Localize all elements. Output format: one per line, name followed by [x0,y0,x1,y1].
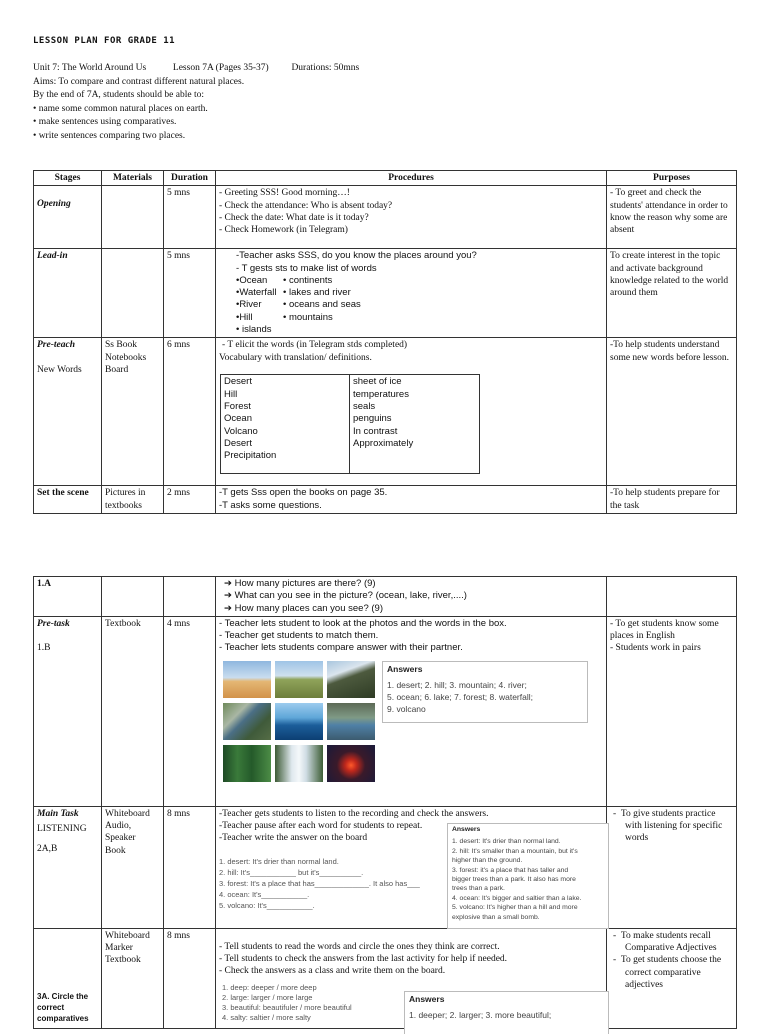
exercise-line: 4. salty: saltier / more salty [222,1012,311,1022]
procedures-cell [216,616,607,806]
purpose-line: - Students work in pairs [610,643,701,654]
procedure-line: - Teacher lets students compare answer with their partner. [219,642,463,654]
duration-cell: 5 mns [164,186,216,249]
by-end-text: By the end of 7A, students should be able to: [33,90,204,100]
procedure-line: - T elicit the words (in Telegram stds completed) [222,340,408,351]
exercise-line: 5. volcano: It's___________. [219,900,315,910]
volcano-image [327,745,375,782]
purpose-cell [607,577,737,617]
bullet-row [236,324,603,336]
procedures-cell [216,577,607,617]
materials-cell: Textbook [102,616,164,806]
vocab-word: seals [353,400,376,412]
bullet-row [236,312,603,324]
answers-title: Answers [387,663,423,674]
answer-line: 9. volcano [387,703,426,714]
vocab-word: penguins [353,413,392,425]
answers-box [382,661,588,723]
material-item: Whiteboard [105,930,150,941]
answer-line: 1. desert; 2. hill; 3. mountain; 4. river; [387,679,527,690]
material-item: Ss Book [105,340,137,351]
table-header-row [34,171,737,186]
objective-item: • write sentences comparing two places. [33,130,186,141]
procedure-line: - Check Homework (in Telegram) [219,225,348,236]
vocab-word: Desert [224,437,252,449]
procedures-cell [216,486,607,514]
stage-label: Main Task [37,808,79,819]
purpose-text: To get students choose the correct comparative adjectives [620,955,722,991]
procedures-cell [216,186,607,249]
desert-image [223,661,271,698]
stage-label: Pre-task [37,618,70,629]
bullet-row [236,299,603,311]
purpose-line: - To get students choose the correct comparative adjectives [613,955,722,991]
duration-text: Durations: 50mns [291,63,360,73]
answer-line: 5. ocean; 6. lake; 7. forest; 8. waterfall; [387,691,533,702]
stage-label: Lead-in [37,251,68,262]
vocab-word: Hill [224,388,238,400]
waterfall-image [275,745,323,782]
procedure-line: -Teacher gets students to listen to the recording and check the answers. [219,808,489,819]
table-row-1a [34,577,737,617]
table-row-preteach [34,338,737,486]
answer-line: bigger trees than a park. It also has more [452,875,576,883]
table-row-setscene [34,486,737,514]
bullet-row [236,275,603,287]
vocab-word: Volcano [224,425,258,437]
materials-cell [102,577,164,617]
exercise-line: 1. deep: deeper / more deep [222,982,317,992]
vocab-word: temperatures [353,388,409,400]
lesson-info [33,62,359,143]
bullet-item: • oceans and seas [283,299,361,311]
material-item: Notebooks [105,352,147,363]
col-header: Materials [102,171,164,186]
page-title: LESSON PLAN FOR GRADE 11 [33,36,176,46]
material-item: Audio, [105,821,132,832]
bullet-item: • mountains [283,311,333,323]
objective-item: • name some common natural places on earth. [33,103,208,114]
materials-cell [102,186,164,249]
table-row-maintask [34,806,737,928]
answer-line: 2. hill: It's smaller than a mountain, but it's [452,847,578,855]
duration-cell: 5 mns [164,249,216,338]
procedure-line: - Check the date: What date is it today? [219,212,369,223]
materials-cell [102,249,164,338]
table-row-opening [34,186,737,249]
bullet-item: • islands [236,324,272,336]
procedure-line: - Greeting SSS! Good morning…! [219,188,350,199]
vocab-column [221,375,350,474]
lesson-table-2 [33,576,737,1029]
purpose-cell [607,806,737,928]
materials-cell [102,928,164,1028]
exercise-line: 3. beautiful: beautifuler / more beautiful [222,1002,352,1012]
lesson-text: Lesson 7A (Pages 35-37) [172,63,269,73]
bullet-item: • lakes and river [283,287,351,299]
answer-line: higher than the ground. [452,857,523,865]
procedure-line: -Teacher write the answer on the board [219,833,368,844]
bullet-item: •Hill [236,311,253,323]
materials-cell [102,338,164,486]
duration-cell [164,577,216,617]
procedure-line: -T asks some questions. [219,499,322,511]
unit-text: Unit 7: The World Around Us [33,63,147,73]
procedures-cell [216,928,607,1028]
stage-label: 1.A [37,579,51,589]
answer-line: 4. ocean: It's bigger and saltier than a lake. [452,894,582,902]
exercise-line: 1. desert: It's drier than normal land. [219,856,339,866]
purpose-text: To make students recall Comparative Adjectives [620,930,717,954]
exercise-line: 2. large: larger / more large [222,992,313,1002]
answers-title: Answers [409,993,445,1004]
procedure-line: -Teacher pause after each word for students to repeat. [219,821,423,832]
stage-text: 3A. Circle the correct comparatives [37,991,89,1023]
stage-sublabel: 1.B [37,643,51,654]
answer-line: 3. forest: it's a place that has taller and [452,866,569,874]
col-header: Stages [34,171,102,186]
procedures-cell [216,338,607,486]
procedures-cell [216,249,607,338]
bullet-item: •River [236,299,262,311]
vocab-word: Ocean [224,413,252,425]
stage-label: Set the scene [37,488,89,499]
vocab-word: Desert [224,376,252,388]
material-item: Whiteboard [105,808,150,819]
col-header: Duration [164,171,216,186]
purpose-cell: -To help students understand some new words before lesson. [607,338,737,486]
procedure-line: -Teacher asks SSS, do you know the places around you? [236,250,477,262]
duration-cell: 6 mns [164,338,216,486]
vocab-table [220,374,480,474]
procedure-line: - T gests sts to make list of words [236,262,377,274]
purpose-cell [607,616,737,806]
stage-cell [34,928,102,1028]
bullet-item: • continents [283,274,333,286]
answers-box [447,823,609,929]
col-header: Procedures [216,171,607,186]
river-image [223,703,271,740]
duration-cell: 8 mns [164,806,216,928]
bullet-item: •Ocean [236,274,268,286]
bullet-row [236,287,603,299]
duration-cell: 8 mns [164,928,216,1028]
vocab-column [350,375,480,474]
stage-sublabel: LISTENING [37,824,87,835]
material-item: Book [105,845,126,856]
exercise-block [222,983,352,1023]
lesson-table-1 [33,170,737,514]
purpose-cell: - To greet and check the students' attendance in order to know the reason why some are absent [607,186,737,249]
duration-cell: 4 mns [164,616,216,806]
answers-box [404,991,609,1034]
table-row-leadin [34,249,737,338]
unit-line [33,62,359,76]
purpose-line: - To give students practice with listening for specific words [613,808,723,844]
procedures-cell [216,806,607,928]
bullet-item: •Waterfall [236,287,277,299]
objective-item: • make sentences using comparatives. [33,117,177,127]
stage-label [37,991,99,1024]
stage-label: Pre-teach [37,340,75,351]
table-row-3a [34,928,737,1028]
answer-line: 1. deeper; 2. larger; 3. more beautiful; [409,1009,552,1020]
question-line: ➔ What can you see in the picture? (ocean, lake, river,....) [224,590,467,602]
materials-cell: Pictures in textbooks [102,486,164,514]
materials-cell [102,806,164,928]
material-item: Board [105,364,129,375]
answer-line: trees than a park. [452,885,505,893]
stage-label: Opening [37,199,71,210]
vocab-word: sheet of ice [353,376,402,388]
aims-text: Aims: To compare and contrast different natural places. [33,76,245,87]
vocab-word: Forest [224,400,251,412]
duration-cell: 2 mns [164,486,216,514]
procedure-line: - Teacher get students to match them. [219,630,379,642]
vocab-word: In contrast [353,425,398,437]
procedure-line: - Check the attendance: Who is absent today? [219,200,393,211]
answer-line: 1. desert: It's drier than normal land. [452,838,561,846]
stage-sublabel: 2A,B [37,844,58,855]
answer-line: explosive than a small bomb. [452,913,540,921]
exercise-line: 4. ocean: It's___________. [219,889,310,899]
material-item: Speaker [105,833,136,844]
purpose-line: - To make students recall Comparative Adjectives [613,930,717,954]
procedure-line: - Teacher lets student to look at the photos and the words in the box. [219,617,507,629]
procedure-line: - Tell students to read the words and circle the ones they think are correct. [219,941,500,952]
procedure-line: Vocabulary with translation/ definitions. [219,352,372,363]
lake-image [327,703,375,740]
vocab-word: Approximately [353,437,414,449]
forest-image [223,745,271,782]
procedure-line: - Check the answers as a class and write them on the board. [219,966,446,977]
table-row-pretask [34,616,737,806]
purpose-text: To give students practice with listening for specific words [620,808,723,844]
material-item: Marker [105,943,133,954]
question-line: ➔ How many pictures are there? (9) [224,578,376,589]
ocean-image [275,703,323,740]
col-header: Purposes [607,171,737,186]
stage-sublabel: New Words [37,364,82,375]
mountain-image [327,661,375,698]
hill-image [275,661,323,698]
question-line: ➔ How many places can you see? (9) [224,602,383,614]
exercise-line: 3. forest: It's a place that has_____________. It also has___ [219,878,420,888]
material-item: Textbook [105,955,141,966]
purpose-line: - To get students know some places in English [610,618,719,642]
exercise-line: 2. hill: It's___________ but it's__________. [219,867,364,877]
purpose-cell: -To help students prepare for the task [607,486,737,514]
purpose-cell: To create interest in the topic and activate background knowledge related to the world around them [607,249,737,338]
procedure-line: -T gets Sss open the books on page 35. [219,487,388,499]
exercise-block [219,856,420,911]
vocab-word: Precipitation [224,450,277,462]
answers-title: Answers [452,825,481,833]
procedure-line: - Tell students to check the answers from the last activity for help if needed. [219,954,508,965]
answer-line: 5. volcano: It's higher than a hill and more [452,904,578,912]
purpose-cell [607,928,737,1028]
